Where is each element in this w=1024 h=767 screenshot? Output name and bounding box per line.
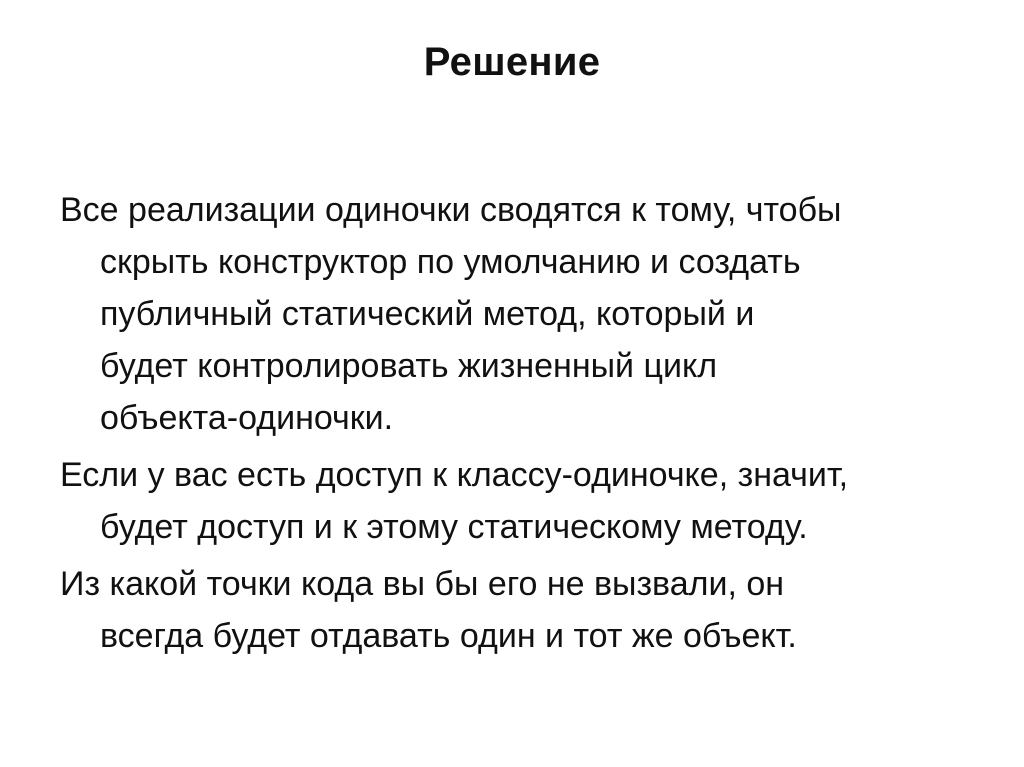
paragraph-line: всегда будет отдавать один и тот же объект. xyxy=(100,617,797,655)
paragraph-singleton-implementation xyxy=(60,184,970,444)
paragraph-line: будет доступ и к этому статическому методу. xyxy=(100,508,808,546)
paragraph-line: объекта-одиночки. xyxy=(100,399,394,437)
paragraph-line: публичный статический метод, который и xyxy=(100,295,755,333)
paragraph-line: скрыть конструктор по умолчанию и создать xyxy=(100,243,801,281)
paragraph-line: Если у вас есть доступ к классу-одиночке, значит, xyxy=(60,456,849,494)
slide-body xyxy=(60,184,970,667)
slide-title: Решение xyxy=(423,40,601,84)
paragraph-line: Из какой точки кода вы бы его не вызвали, он xyxy=(60,565,785,603)
paragraph-line: будет контролировать жизненный цикл xyxy=(100,347,718,385)
paragraph-access xyxy=(60,449,970,553)
paragraph-same-object xyxy=(60,558,970,662)
paragraph-line: Все реализации одиночки сводятся к тому, чтобы xyxy=(60,191,842,229)
